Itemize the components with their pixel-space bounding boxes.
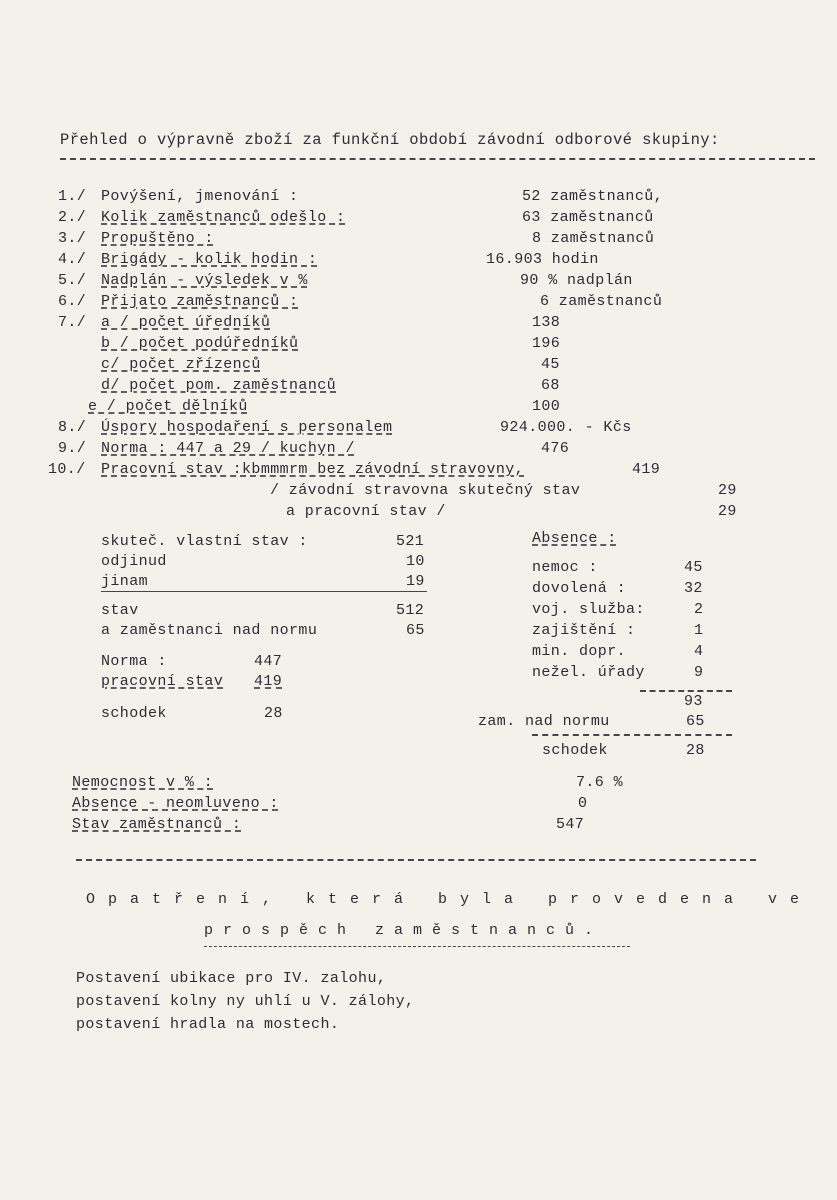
work-status-value: 419 [254, 673, 283, 690]
absence-value: 45 [684, 559, 703, 576]
absence-label: dovolená : [532, 580, 627, 597]
absence-label: nemoc : [532, 559, 598, 576]
item-label: d/ počet pom. zaměstnanců [101, 377, 337, 394]
norma-value: 447 [254, 653, 283, 670]
item-value: 68 [541, 377, 560, 394]
item-label: a pracovní stav / [286, 503, 446, 520]
item-label: a / počet úředníků [101, 314, 271, 331]
item-number: 6./ [58, 293, 87, 310]
calc-value: 512 [396, 602, 425, 619]
item-value: 419 [632, 461, 661, 478]
calc-value: 19 [406, 573, 425, 590]
sum-line [640, 690, 732, 692]
measure-item: Postavení ubikace pro IV. zalohu, [76, 970, 387, 987]
calc-value: 521 [396, 533, 425, 550]
over-norm-label: zam. nad normu [478, 713, 610, 730]
item-label: Povýšení, jmenování : [101, 188, 299, 205]
item-value: 16.903 hodin [486, 251, 599, 268]
section-heading: prospěch zaměstnanců. [204, 922, 604, 939]
absence-label: min. dopr. [532, 643, 627, 660]
calc-value: 65 [406, 622, 425, 639]
absence-sum: 93 [684, 693, 703, 710]
item-number: 10./ [48, 461, 86, 478]
item-label: Kolik zaměstnanců odešlo : [101, 209, 346, 226]
item-label: c/ počet zřízenců [101, 356, 261, 373]
absence-label: zajištění : [532, 622, 636, 639]
item-number: 8./ [58, 419, 87, 436]
item-label: b / počet podúředníků [101, 335, 299, 352]
item-label: e / počet dělníků [88, 398, 248, 415]
deficit-value: 28 [686, 742, 705, 759]
item-value: 924.000. - Kčs [500, 419, 632, 436]
absence-value: 2 [694, 601, 704, 618]
stat-value: 0 [578, 795, 588, 812]
item-label: Brigády - kolik hodin : [101, 251, 318, 268]
absence-label: nežel. úřady [532, 664, 645, 681]
deficit-label: schodek [101, 705, 167, 722]
stat-value: 547 [556, 816, 585, 833]
item-value: 138 [532, 314, 561, 331]
item-value: 45 [541, 356, 560, 373]
stat-label: Nemocnost v % : [72, 774, 214, 791]
sum-line [101, 591, 427, 592]
deficit-label: schodek [542, 742, 608, 759]
item-value: 196 [532, 335, 561, 352]
item-value: 63 zaměstnanců [522, 209, 654, 226]
item-value: 29 [718, 482, 737, 499]
absence-value: 32 [684, 580, 703, 597]
item-number: 4./ [58, 251, 87, 268]
deficit-value: 28 [264, 705, 283, 722]
item-label: Přijato zaměstnanců : [101, 293, 299, 310]
absence-value: 9 [694, 664, 704, 681]
section-divider [76, 859, 756, 861]
over-norm-value: 65 [686, 713, 705, 730]
item-number: 7./ [58, 314, 87, 331]
item-number: 5./ [58, 272, 87, 289]
item-label: / závodní stravovna skutečný stav [270, 482, 581, 499]
measure-item: postavení kolny ny uhlí u V. zálohy, [76, 993, 415, 1010]
absence-value: 4 [694, 643, 704, 660]
absence-label: voj. služba: [532, 601, 645, 618]
work-status-label: pracovní stav [101, 673, 224, 690]
item-value: 90 % nadplán [520, 272, 633, 289]
item-label: Norma : 447 a 29 / kuchyn / [101, 440, 355, 457]
item-label: Úspory hospodaření s personalem [101, 419, 393, 436]
calc-label: a zaměstnanci nad normu [101, 622, 318, 639]
title-divider [60, 158, 815, 160]
item-value: 52 zaměstnanců, [522, 188, 664, 205]
calc-label: skuteč. vlastní stav : [101, 533, 308, 550]
calc-label: odjinud [101, 553, 167, 570]
section-heading: Opatření, která byla provedena ve [86, 891, 813, 908]
item-label: Pracovní stav :kbmmmrm bez závodní stravovny, [101, 461, 525, 478]
item-number: 1./ [58, 188, 87, 205]
stat-label: Stav zaměstnanců : [72, 816, 242, 833]
heading-underline [204, 946, 630, 947]
measure-item: postavení hradla na mostech. [76, 1016, 340, 1033]
item-value: 29 [718, 503, 737, 520]
absence-value: 1 [694, 622, 704, 639]
calc-value: 10 [406, 553, 425, 570]
stat-value: 7.6 % [576, 774, 624, 791]
item-label: Propuštěno : [101, 230, 214, 247]
item-value: 6 zaměstnanců [540, 293, 663, 310]
item-number: 3./ [58, 230, 87, 247]
calc-label: jinam [101, 573, 149, 590]
calc-label: stav [101, 602, 139, 619]
absence-heading: Absence : [532, 530, 617, 547]
document-title: Přehled o výpravně zboží za funkční období závodní odborové skupiny: [60, 131, 720, 149]
item-number: 2./ [58, 209, 87, 226]
item-value: 100 [532, 398, 561, 415]
norma-label: Norma : [101, 653, 167, 670]
item-label: Nadplán - výsledek v % [101, 272, 308, 289]
sum-line [532, 734, 732, 736]
item-value: 476 [541, 440, 570, 457]
stat-label: Absence - neomluveno : [72, 795, 279, 812]
item-value: 8 zaměstnanců [532, 230, 655, 247]
item-number: 9./ [58, 440, 87, 457]
